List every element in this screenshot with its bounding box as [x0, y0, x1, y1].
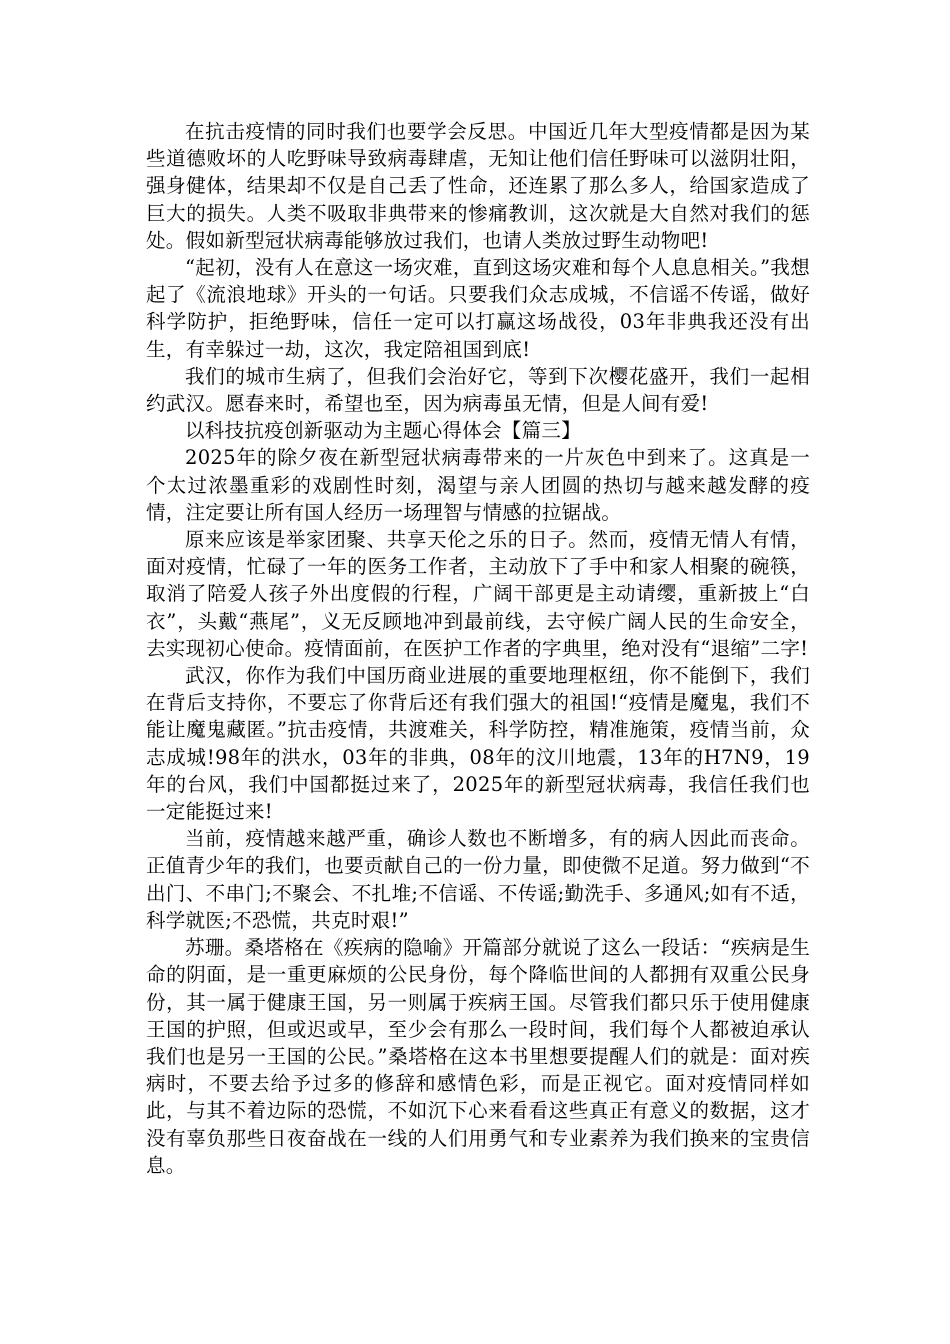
paragraph: 武汉，你作为我们中国历商业进展的重要地理枢纽，你不能倒下，我们在背后支持你，不要忘了你背后还有我们强大的祖国!“疫情是魔鬼，我们不能让魔鬼藏匿。”抗击疫情，共渡难关，科学防控，精准施策，疫情当前，众志成城!98年的洪水，03年的非典，08年的汶川地震，13年的H7N9，19年的台风，我们中国都挺过来了，2025年的新型冠状病毒，我信任我们也一定能挺过来! [146, 664, 810, 824]
paragraph: 原来应该是举家团聚、共享天伦之乐的日子。然而，疫情无情人有情，面对疫情，忙碌了一年的医务工作者，主动放下了手中和家人相聚的碗筷，取消了陪爱人孩子外出度假的行程，广阔干部更是主动请缨，重新披上“白衣”，头戴“燕尾”，义无反顾地冲到最前线，去守候广阔人民的生命安全，去实现初心使命。疫情面前，在医护工作者的字典里，绝对没有“退缩”二字! [146, 528, 810, 660]
paragraph: 苏珊。桑塔格在《疾病的隐喻》开篇部分就说了这么一段话：“疾病是生命的阴面，是一重更麻烦的公民身份，每个降临世间的人都拥有双重公民身份，其一属于健康王国，另一则属于疾病王国。尽管我们都只乐于使用健康王国的护照，但或迟或早，至少会有那么一段时间，我们每个人都被迫承认我们也是另一王国的公民。”桑塔格在这本书里想要提醒人们的就是：面对疾病时，不要去给予过多的修辞和感情色彩，而是正视它。面对疫情同样如此，与其不着边际的恐慌，不如沉下心来看看这些真正有意义的数据，这才没有辜负那些日夜奋战在一线的人们用勇气和专业素养为我们换来的宝贵信息。 [146, 936, 810, 1177]
paragraph: 2025年的除夕夜在新型冠状病毒带来的一片灰色中到来了。这真是一个太过浓墨重彩的戏剧性时刻，渴望与亲人团圆的热切与越来越发酵的疫情，注定要让所有国人经历一场理智与情感的拉锯战。 [146, 446, 810, 524]
paragraph: 在抗击疫情的同时我们也要学会反思。中国近几年大型疫情都是因为某些道德败坏的人吃野味导致病毒肆虐，无知让他们信任野味可以滋阴壮阳，强身健体，结果却不仅是自己丢了性命，还连累了那么多人，给国家造成了巨大的损失。人类不吸取非典带来的惨痛教训，这次就是大自然对我们的惩处。假如新型冠状病毒能够放过我们，也请人类放过野生动物吧! [146, 120, 810, 252]
paragraph: “起初，没有人在意这一场灾难，直到这场灾难和每个人息息相关。”我想起了《流浪地球》开头的一句话。只要我们众志成城，不信谣不传谣，做好科学防护，拒绝野味，信任一定可以打赢这场战役，03年非典我还没有出生，有幸躲过一劫，这次，我定陪祖国到底! [146, 256, 810, 361]
section-heading: 以科技抗疫创新驱动为主题心得体会【篇三】 [185, 419, 582, 443]
paragraph: 我们的城市生病了，但我们会治好它，等到下次樱花盛开，我们一起相约武汉。愿春来时，希望也至，因为病毒虽无情，但是人间有爱! [146, 364, 810, 416]
document-body [146, 118, 810, 1179]
paragraph: 当前，疫情越来越严重，确诊人数也不断增多，有的病人因此而丧命。正值青少年的我们，也要贡献自己的一份力量，即使微不足道。努力做到“不出门、不串门;不聚会、不扎堆;不信谣、不传谣;勤洗手、多通风;如有不适，科学就医;不恐慌，共克时艰!” [146, 827, 810, 932]
